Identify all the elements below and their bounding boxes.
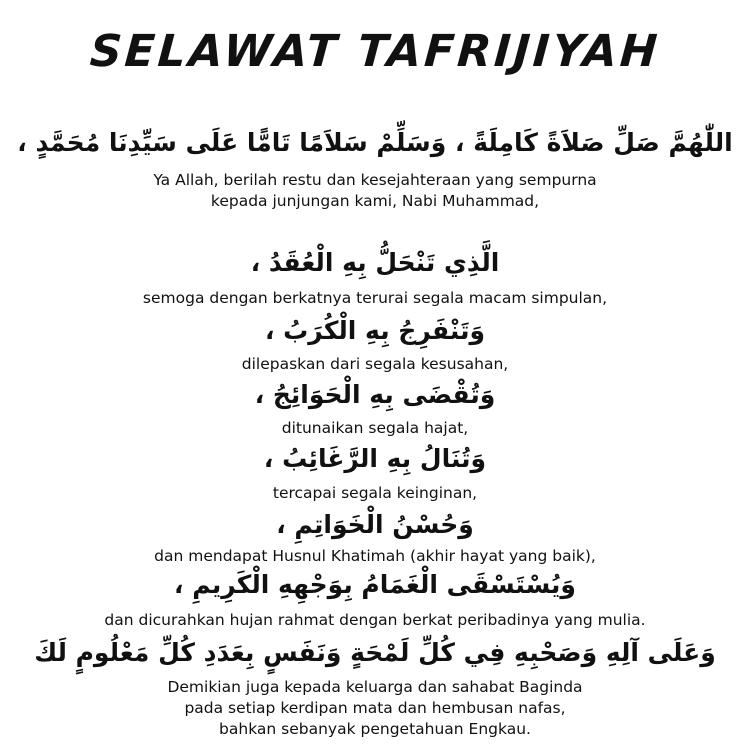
translation-line-4-1: ditunaikan segala hajat, — [281, 419, 469, 437]
translation-line-1-1: Ya Allah, berilah restu dan kesejahteraan yang sempurna — [153, 171, 597, 189]
translation-line-8-1: Demikian juga kepada keluarga dan sahabat Baginda — [167, 678, 583, 696]
translation-line-5-1: tercapai segala keinginan, — [272, 484, 478, 502]
arabic-verse-3: وَتَنْفَرِجُ بِهِ الْكُرَبُ ، — [264, 316, 486, 345]
arabic-verse-6: وَحُسْنُ الْخَوَاتِمِ ، — [276, 510, 474, 539]
translation-line-1-2: kepada junjungan kami, Nabi Muhammad, — [210, 192, 540, 210]
arabic-verse-8: وَعَلَى آلِهِ وَصَحْبِهِ فِي كُلِّ لَمْحَةٍ وَنَفَسٍ بِعَدَدِ كُلِّ مَعْلُومٍ لَكَ — [34, 638, 716, 667]
translation-line-2-1: semoga dengan berkatnya terurai segala macam simpulan, — [142, 289, 608, 307]
arabic-verse-5: وَتُنَالُ بِهِ الرَّغَائِبُ ، — [263, 444, 487, 473]
arabic-verse-1: اللّٰهُمَّ صَلِّ صَلاَةً كَامِلَةً ، وَسَلِّمْ سَلاَمًا تَامًّا عَلَى سَيِّدِنَا مُحَمَّدٍ ، — [17, 128, 733, 157]
arabic-verse-4: وَتُقْضَى بِهِ الْحَوَائِجُ ، — [254, 380, 496, 409]
arabic-verse-2: الَّذِي تَنْحَلُّ بِهِ الْعُقَدُ ، — [250, 248, 500, 277]
translation-line-6-1: dan mendapat Husnul Khatimah (akhir hayat yang baik), — [154, 547, 596, 565]
translation-line-3-1: dilepaskan dari segala kesusahan, — [241, 355, 509, 373]
page-title: SELAWAT TAFRIJIYAH — [88, 26, 662, 77]
translation-line-8-2: pada setiap kerdipan mata dan hembusan nafas, — [184, 699, 566, 717]
arabic-verse-7: وَيُسْتَسْقَى الْغَمَامُ بِوَجْهِهِ الْكَرِيمِ ، — [174, 570, 576, 599]
translation-line-7-1: dan dicurahkan hujan rahmat dengan berkat peribadinya yang mulia. — [104, 611, 646, 629]
translation-line-8-3: bahkan sebanyak pengetahuan Engkau. — [219, 720, 531, 738]
